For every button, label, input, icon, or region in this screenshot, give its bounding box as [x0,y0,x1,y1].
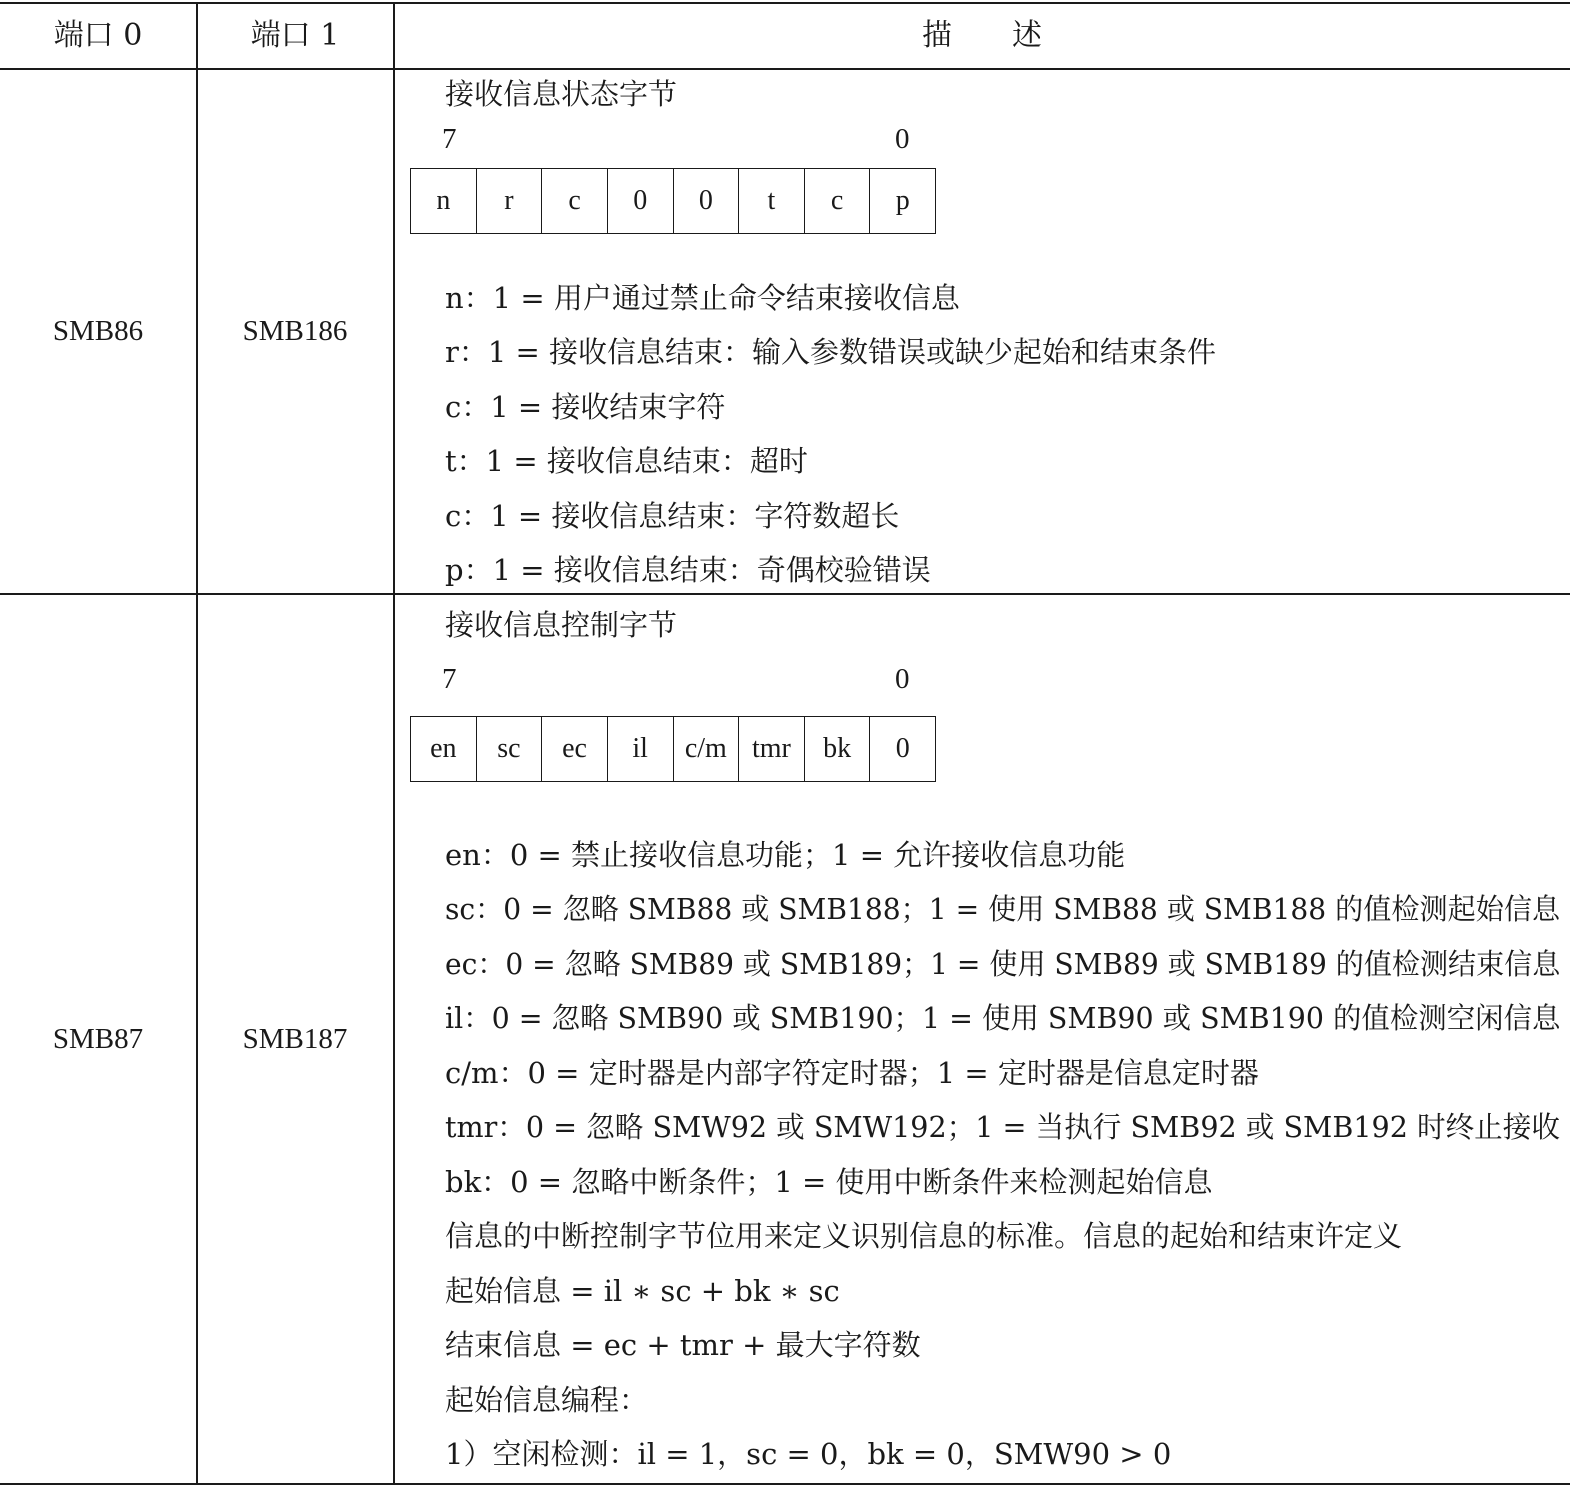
row1-port0: SMB86 [52,315,144,347]
row1-desc-line: t：1 = 接收信息结束：超时 [445,444,808,478]
row2-desc-line: 1）空闲检测：il = 1，sc = 0，bk = 0，SMW90 > 0 [445,1437,1172,1471]
row2-desc-line: 起始信息编程： [445,1383,649,1417]
bit-cell: n [436,185,451,216]
table-bottom-rule [0,1483,1570,1485]
row2-port1: SMB187 [242,1023,348,1055]
row2-desc-line: ec：0 = 忽略 SMB89 或 SMB189；1 = 使用 SMB89 或 SMB189 的值检测结束信息 [445,947,1561,981]
bit-cell: tmr [738,717,804,781]
bit-cell: en [430,733,457,764]
bit-cell: c [804,169,870,233]
row2-desc-line: 起始信息 = il ∗ sc + bk ∗ sc [445,1274,840,1308]
row2-port0: SMB87 [52,1023,144,1055]
row2-title: 接收信息控制字节 [445,608,678,642]
row1-desc-line: n：1 = 用户通过禁止命令结束接收信息 [445,281,960,315]
row1-desc-line: p：1 = 接收信息结束：奇偶校验错误 [445,553,931,587]
row1-desc-line: r：1 = 接收信息结束：输入参数错误或缺少起始和结束条件 [445,335,1217,369]
row2-desc-line: il：0 = 忽略 SMB90 或 SMB190；1 = 使用 SMB90 或 SMB190 的值检测空闲信息 [445,1001,1561,1035]
bit-cell: c [541,169,607,233]
column-divider-2 [393,2,395,1485]
bit-cell: 0 [869,717,935,781]
row2-bit-high: 7 [442,663,457,695]
row2-bit-field [410,716,936,782]
row2-bit-low: 0 [895,663,910,695]
bit-cell: t [738,169,804,233]
row1-port1: SMB186 [242,315,348,347]
bit-cell: bk [804,717,870,781]
bit-cell: il [607,717,673,781]
row2-desc-line: bk：0 = 忽略中断条件；1 = 使用中断条件来检测起始信息 [445,1165,1213,1199]
header-description: 描 述 [922,18,1042,53]
bit-cell: sc [476,717,542,781]
header-port1: 端口 1 [250,18,340,53]
header-port0: 端口 0 [53,18,143,53]
row2-desc-line: en：0 = 禁止接收信息功能；1 = 允许接收信息功能 [445,838,1126,872]
row1-desc-line: c：1 = 接收结束字符 [445,390,726,424]
row2-desc-line: sc：0 = 忽略 SMB88 或 SMB188；1 = 使用 SMB88 或 SMB188 的值检测起始信息 [445,892,1561,926]
bit-cell: r [476,169,542,233]
header-bottom-rule [0,68,1570,70]
column-divider-1 [196,2,198,1485]
bit-cell: c/m [673,717,739,781]
bit-cell: 0 [673,169,739,233]
row2-desc-line: 结束信息 = ec + tmr + 最大字符数 [445,1328,921,1362]
row-divider-rule [0,593,1570,595]
row2-desc-line: tmr：0 = 忽略 SMW92 或 SMW192；1 = 当执行 SMB92 或 SMB192 时终止接收 [445,1110,1560,1144]
row2-desc-line: 信息的中断控制字节位用来定义识别信息的标准。信息的起始和结束许定义 [445,1219,1403,1253]
bit-cell: ec [541,717,607,781]
row1-bit-high: 7 [442,123,457,155]
row1-title: 接收信息状态字节 [445,77,678,111]
row1-desc-line: c：1 = 接收信息结束：字符数超长 [445,499,900,533]
row2-desc-line: c/m：0 = 定时器是内部字符定时器；1 = 定时器是信息定时器 [445,1056,1259,1090]
row1-bit-field [410,168,936,234]
bit-cell: p [869,169,935,233]
bit-cell: 0 [607,169,673,233]
row1-bit-low: 0 [895,123,910,155]
